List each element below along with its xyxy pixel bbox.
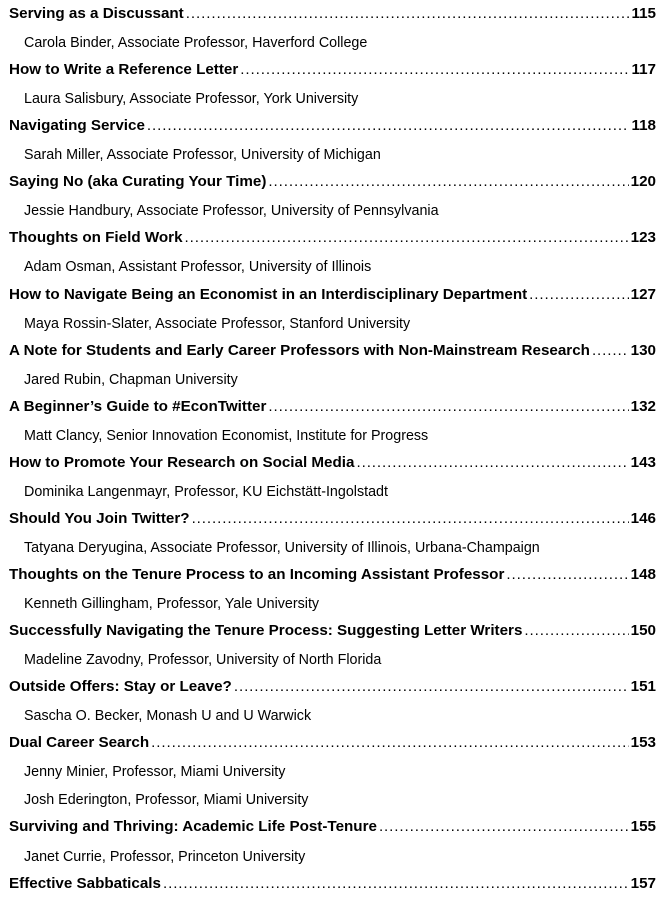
toc-author: Matt Clancy, Senior Innovation Economist, Institute for Progress — [24, 427, 429, 444]
toc-entry-title[interactable]: Thoughts on Field Work — [9, 229, 183, 247]
toc-entry-title[interactable]: A Beginner’s Guide to #EconTwitter — [9, 397, 267, 415]
toc-entry[interactable] — [9, 561, 656, 589]
toc-entry[interactable] — [9, 673, 656, 701]
toc-page-number[interactable]: 155 — [630, 818, 656, 836]
toc-author: Adam Osman, Assistant Professor, University of Illinois — [24, 259, 372, 276]
dot-leader — [163, 870, 629, 898]
toc-entry[interactable] — [9, 337, 656, 365]
dot-leader — [506, 561, 628, 589]
toc-page-number[interactable]: 157 — [630, 874, 656, 892]
dot-leader — [186, 0, 630, 28]
toc-entry[interactable] — [9, 112, 656, 140]
toc-entry-title[interactable]: Dual Career Search — [9, 734, 150, 752]
toc-author: Kenneth Gillingham, Professor, Yale University — [24, 596, 320, 613]
toc-entry-title[interactable]: A Note for Students and Early Career Professors with Non-Mainstream Research — [9, 341, 590, 359]
toc-entry[interactable] — [9, 56, 656, 84]
dot-leader — [185, 224, 629, 252]
toc-entry-title[interactable]: Serving as a Discussant — [9, 5, 184, 22]
dot-leader — [234, 673, 629, 701]
dot-leader — [379, 813, 629, 841]
toc-page-number[interactable]: 127 — [630, 285, 656, 303]
toc-page-number[interactable]: 151 — [630, 678, 656, 696]
toc-page-number[interactable]: 117 — [631, 61, 656, 79]
toc-author: Sarah Miller, Associate Professor, University of Michigan — [24, 147, 381, 164]
toc-entry[interactable] — [9, 224, 656, 252]
toc-entry[interactable] — [9, 813, 656, 841]
toc-author: Jenny Minier, Professor, Miami University — [24, 764, 286, 781]
toc-entry-title[interactable]: Thoughts on the Tenure Process to an Incoming Assistant Professor — [9, 566, 505, 583]
toc-entry-title[interactable]: How to Promote Your Research on Social Media — [9, 453, 355, 471]
toc-entry-title[interactable]: Navigating Service — [9, 117, 145, 135]
toc-entry-title[interactable]: Surviving and Thriving: Academic Life Post-Tenure — [9, 818, 377, 836]
toc-entry[interactable] — [9, 393, 656, 421]
toc-page-number[interactable]: 148 — [630, 566, 656, 583]
toc-page-number[interactable]: 153 — [630, 734, 656, 752]
dot-leader — [147, 112, 630, 140]
toc-entry[interactable] — [9, 449, 656, 477]
toc-page-number[interactable]: 146 — [630, 509, 656, 527]
dot-leader — [524, 617, 628, 645]
dot-leader — [192, 505, 629, 533]
toc-page-number[interactable]: 130 — [630, 341, 656, 359]
dot-leader — [151, 729, 629, 757]
toc-entry-title[interactable]: Saying No (aka Curating Your Time) — [9, 173, 267, 191]
toc-author: Laura Salisbury, Associate Professor, York University — [24, 91, 359, 108]
dot-leader — [592, 337, 629, 365]
toc-page-number[interactable]: 143 — [630, 453, 656, 471]
toc-author: Carola Binder, Associate Professor, Haverford College — [24, 35, 368, 52]
toc-author: Dominika Langenmayr, Professor, KU Eichstätt-Ingolstadt — [24, 483, 388, 500]
toc-entry-title[interactable]: Should You Join Twitter? — [9, 509, 190, 527]
dot-leader — [529, 281, 629, 309]
toc-author: Janet Currie, Professor, Princeton University — [24, 848, 306, 865]
toc-entry[interactable] — [9, 870, 656, 898]
toc-entry-title[interactable]: Effective Sabbaticals — [9, 874, 161, 892]
toc-entry-title[interactable]: How to Navigate Being an Economist in an Interdisciplinary Department — [9, 285, 528, 303]
toc-entry[interactable] — [9, 505, 656, 533]
toc-entry-title[interactable]: Successfully Navigating the Tenure Process: Suggesting Letter Writers — [9, 622, 523, 640]
toc-author: Maya Rossin-Slater, Associate Professor, Stanford University — [24, 315, 411, 332]
toc-author: Madeline Zavodny, Professor, University of North Florida — [24, 652, 382, 669]
toc-page-number[interactable]: 120 — [630, 173, 656, 191]
toc-author: Sascha O. Becker, Monash U and U Warwick — [24, 708, 312, 725]
toc-page-number[interactable]: 132 — [630, 397, 656, 415]
toc-entry[interactable] — [9, 281, 656, 309]
toc-entry[interactable] — [9, 617, 656, 645]
dot-leader — [240, 56, 629, 84]
toc-entry[interactable] — [9, 0, 656, 28]
toc-entry-title[interactable]: Outside Offers: Stay or Leave? — [9, 678, 232, 696]
toc-entry[interactable] — [9, 168, 656, 196]
dot-leader — [268, 168, 628, 196]
toc-entry-title[interactable]: How to Write a Reference Letter — [9, 61, 239, 79]
toc-author: Tatyana Deryugina, Associate Professor, University of Illinois, Urbana-Champaign — [24, 539, 540, 556]
dot-leader — [268, 393, 628, 421]
toc-page-number[interactable]: 123 — [630, 229, 656, 247]
toc-page-number[interactable]: 115 — [631, 5, 656, 22]
dot-leader — [356, 449, 628, 477]
toc-author: Jared Rubin, Chapman University — [24, 371, 238, 388]
toc-page-number[interactable]: 118 — [631, 117, 656, 135]
toc-author: Jessie Handbury, Associate Professor, University of Pennsylvania — [24, 203, 439, 220]
toc-author: Josh Ederington, Professor, Miami University — [24, 792, 309, 809]
toc-entry[interactable] — [9, 729, 656, 757]
toc-page-number[interactable]: 150 — [630, 622, 656, 640]
